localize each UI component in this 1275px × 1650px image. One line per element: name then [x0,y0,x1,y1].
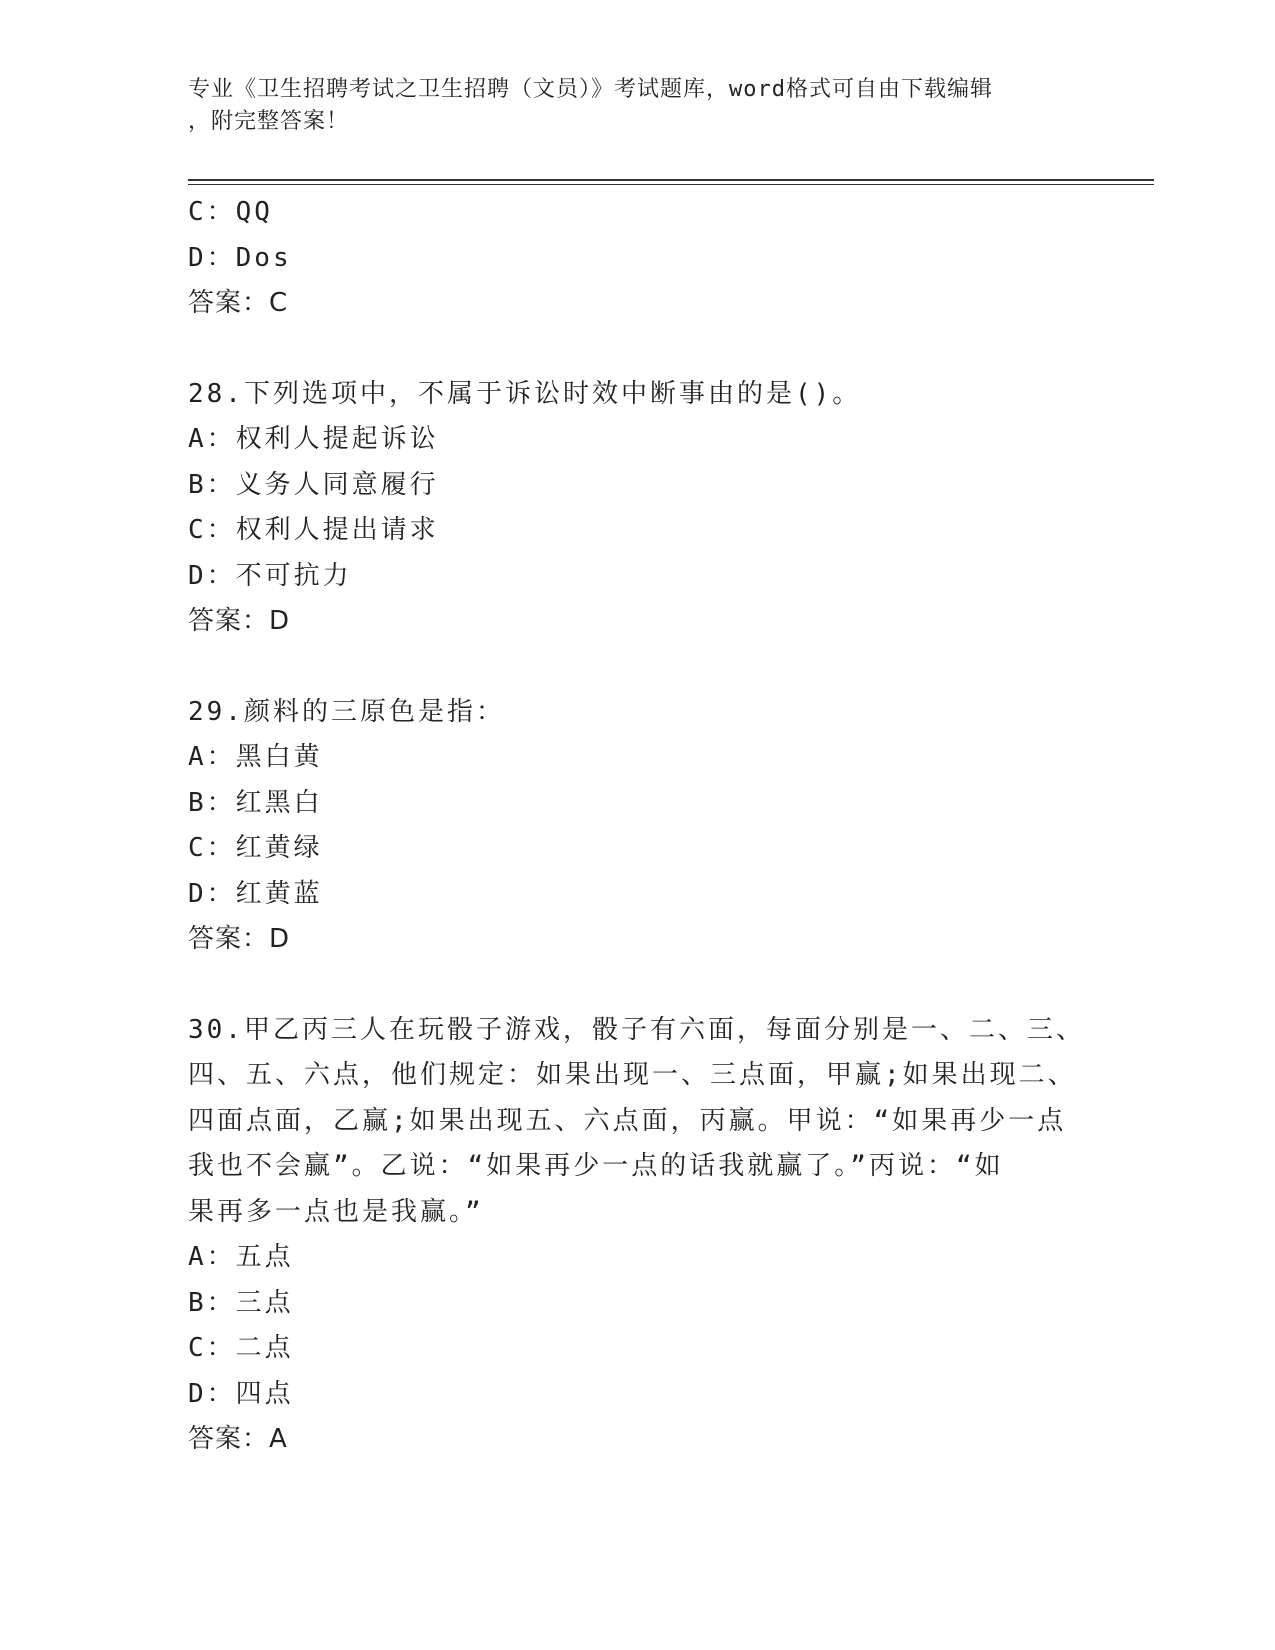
header-rule-thick [188,179,1154,181]
question-block-30 [188,1008,1088,1463]
header-line-1: 专业《卫生招聘考试之卫生招聘（文员）》考试题库，word格式可自由下载编辑 [188,77,993,102]
document-header [188,74,1088,138]
option-a: A：权利人提起诉讼 [188,424,439,454]
answer-line: 答案：A [188,1424,288,1454]
header-line-2: ，附完整答案！ [188,109,350,134]
question-stem: 29.颜料的三原色是指： [188,696,505,727]
header-rule-thin [188,184,1154,185]
option-c: C：红黄绿 [188,833,323,863]
question-stem-line-1: 30.甲乙丙三人在玩骰子游戏，骰子有六面，每面分别是一、二、三、 [188,1014,1085,1045]
question-stem-line-2: 四、五、六点，他们规定：如果出现一、三点面，甲赢;如果出现二、 [188,1060,1077,1090]
option-d: D：四点 [188,1378,294,1409]
option-b: B：义务人同意履行 [188,469,439,500]
option-d: D：红黄蓝 [188,878,323,909]
option-b: B：红黑白 [188,787,323,818]
question-stem-line-4: 我也不会赢”。乙说：“如果再少一点的话我就赢了。”丙说：“如 [188,1151,1004,1181]
option-d: D：不可抗力 [188,560,352,591]
answer-line: 答案：C [188,288,289,318]
option-c: C：权利人提出请求 [188,515,439,545]
question-block-29 [188,690,1088,963]
option-d: D：Dos [188,242,292,273]
document-body [188,190,1088,1508]
answer-line: 答案：D [188,924,291,954]
option-a: A：五点 [188,1242,294,1272]
question-stem: 28.下列选项中，不属于诉讼时效中断事由的是()。 [188,378,862,409]
question-block-28 [188,372,1088,645]
question-stem-line-3: 四面点面，乙赢;如果出现五、六点面，丙赢。甲说：“如果再少一点 [188,1105,1067,1136]
answer-line: 答案：D [188,606,291,636]
question-stem-line-5: 果再多一点也是我赢。” [188,1196,484,1227]
question-block-27 [188,190,1088,327]
option-c: C：二点 [188,1333,294,1363]
option-a: A：黑白黄 [188,742,323,772]
option-c: C：QQ [188,197,273,227]
option-b: B：三点 [188,1287,294,1318]
